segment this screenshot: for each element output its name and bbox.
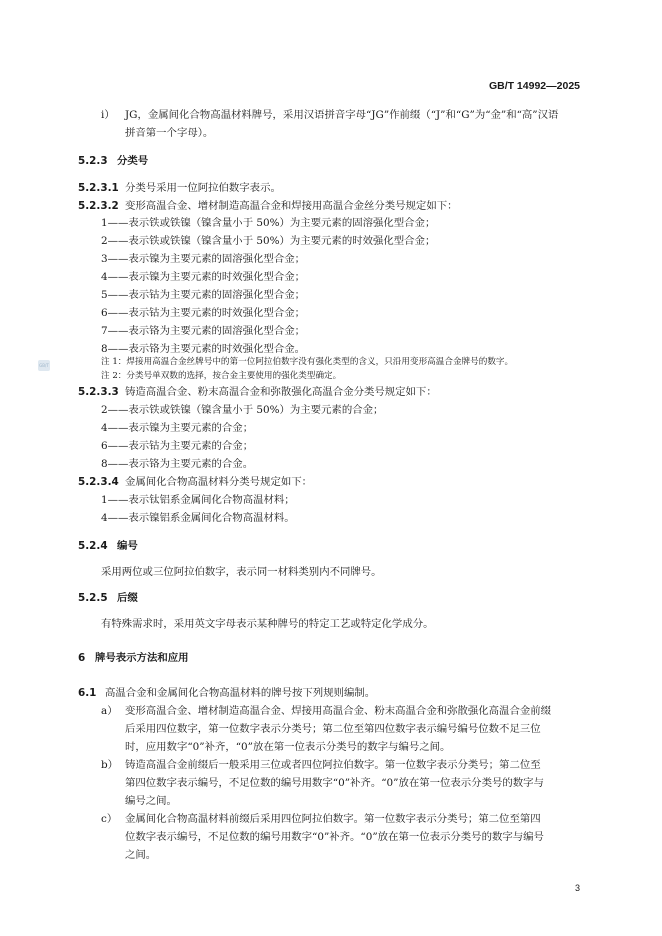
section-5-2-3-number: 5.2.3	[78, 155, 108, 167]
list-item: 2——表示铁或铁镍（镍含量小于 50%）为主要元素的合金；	[101, 404, 384, 416]
chapter-6-title: 牌号表示方法和应用	[95, 652, 189, 664]
list-item: 3——表示镍为主要元素的固溶强化型合金；	[101, 253, 306, 265]
item-b-line-3: 编号之间。	[125, 795, 177, 807]
section-5-2-3-1-number: 5.2.3.1	[78, 182, 119, 194]
section-5-2-3-2-text: 变形高温合金、增材制造高温合金和焊接用高温合金丝分类号规定如下：	[125, 200, 458, 212]
section-5-2-5-title: 后缀	[117, 592, 138, 604]
list-item: 6——表示钴为主要元素的时效强化型合金；	[101, 307, 306, 319]
note-2: 注 2：分类号单双数的选择，按合金主要使用的强化类型确定。	[101, 371, 342, 381]
list-item: 2——表示铁或铁镍（镍含量小于 50%）为主要元素的时效强化型合金；	[101, 235, 436, 247]
list-item: 8——表示铬为主要元素的时效强化型合金。	[101, 343, 306, 355]
standard-number: GB/T 14992—2025	[488, 80, 580, 92]
section-5-2-5-text: 有特殊需求时，采用英文字母表示某种牌号的特定工艺或特定化学成分。	[101, 618, 434, 630]
section-5-2-4-title: 编号	[117, 540, 138, 552]
section-5-2-3-3-text: 铸造高温合金、粉末高温合金和弥散强化高温合金分类号规定如下：	[125, 386, 437, 398]
list-item: 5——表示钴为主要元素的固溶强化型合金；	[101, 289, 306, 301]
section-5-2-4-number: 5.2.4	[78, 540, 108, 552]
section-6-1-number: 6.1	[78, 687, 97, 699]
item-i-line-1: JG，金属间化合物高温材料牌号，采用汉语拼音字母“JG”作前缀（“J”和“G”为“金”和“高”汉语	[125, 109, 559, 121]
item-b-line-1: 铸造高温合金前缀后一般采用三位或者四位阿拉伯数字。第一位数字表示分类号；第二位至	[125, 759, 541, 771]
list-item: 4——表示镍铝系金属间化合物高温材料。	[101, 512, 295, 524]
item-a-line-1: 变形高温合金、增材制造高温合金、焊接用高温合金、粉末高温合金和弥散强化高温合金前缀	[125, 705, 552, 717]
item-b-line-2: 第四位数字表示编号，不足位数的编号用数字“0”补齐。“0”放在第一位表示分类号的数字与	[125, 777, 544, 789]
list-item: 4——表示镍为主要元素的时效强化型合金；	[101, 271, 306, 283]
list-marker-i: i）	[101, 109, 115, 121]
section-5-2-3-2-number: 5.2.3.2	[78, 200, 119, 212]
section-5-2-5-number: 5.2.5	[78, 592, 108, 604]
chapter-6-number: 6	[78, 652, 86, 664]
list-item: 1——表示铁或铁镍（镍含量小于 50%）为主要元素的固溶强化型合金；	[101, 217, 436, 229]
page-number: 3	[574, 883, 580, 893]
list-item: 6——表示钴为主要元素的合金；	[101, 440, 254, 452]
item-a-line-2: 后采用四位数字，第一位数字表示分类号；第二位至第四位数字表示编号编号位数不足三位	[125, 723, 541, 735]
item-c-line-2: 位数字表示编号，不足位数的编号用数字“0”补齐。“0”放在第一位表示分类号的数字与编号	[125, 831, 544, 843]
note-1: 注 1：焊接用高温合金丝牌号中的第一位阿拉伯数字没有强化类型的含义，只沿用变形高温合金牌号的数字。	[101, 357, 514, 367]
list-item: 8——表示铬为主要元素的合金。	[101, 458, 254, 470]
item-c-line-3: 之间。	[125, 849, 157, 861]
list-item: 4——表示镍为主要元素的合金；	[101, 422, 254, 434]
section-5-2-3-1-text: 分类号采用一位阿拉伯数字表示。	[125, 182, 281, 194]
list-marker-c: c）	[101, 813, 118, 825]
watermark-logo: GB/T	[38, 360, 50, 371]
item-c-line-1: 金属间化合物高温材料前缀后采用四位阿拉伯数字。第一位数字表示分类号；第二位至第四	[125, 813, 541, 825]
section-5-2-3-4-text: 金属间化合物高温材料分类号规定如下：	[125, 476, 313, 488]
list-marker-b: b）	[101, 759, 119, 771]
list-marker-a: a）	[101, 705, 118, 717]
section-5-2-3-3-number: 5.2.3.3	[78, 386, 119, 398]
section-5-2-3-4-number: 5.2.3.4	[78, 476, 119, 488]
section-5-2-4-text: 采用两位或三位阿拉伯数字，表示同一材料类别内不同牌号。	[101, 566, 382, 578]
item-i-line-2: 拼音第一个字母）。	[125, 127, 214, 139]
section-6-1-text: 高温合金和金属间化合物高温材料的牌号按下列规则编制。	[105, 687, 376, 699]
item-a-line-3: 时，应用数字“0”补齐，“0”放在第一位表示分类号的数字与编号之间。	[125, 741, 451, 753]
section-5-2-3-title: 分类号	[117, 155, 149, 167]
list-item: 1——表示钛铝系金属间化合物高温材料；	[101, 494, 295, 506]
list-item: 7——表示铬为主要元素的固溶强化型合金；	[101, 325, 306, 337]
